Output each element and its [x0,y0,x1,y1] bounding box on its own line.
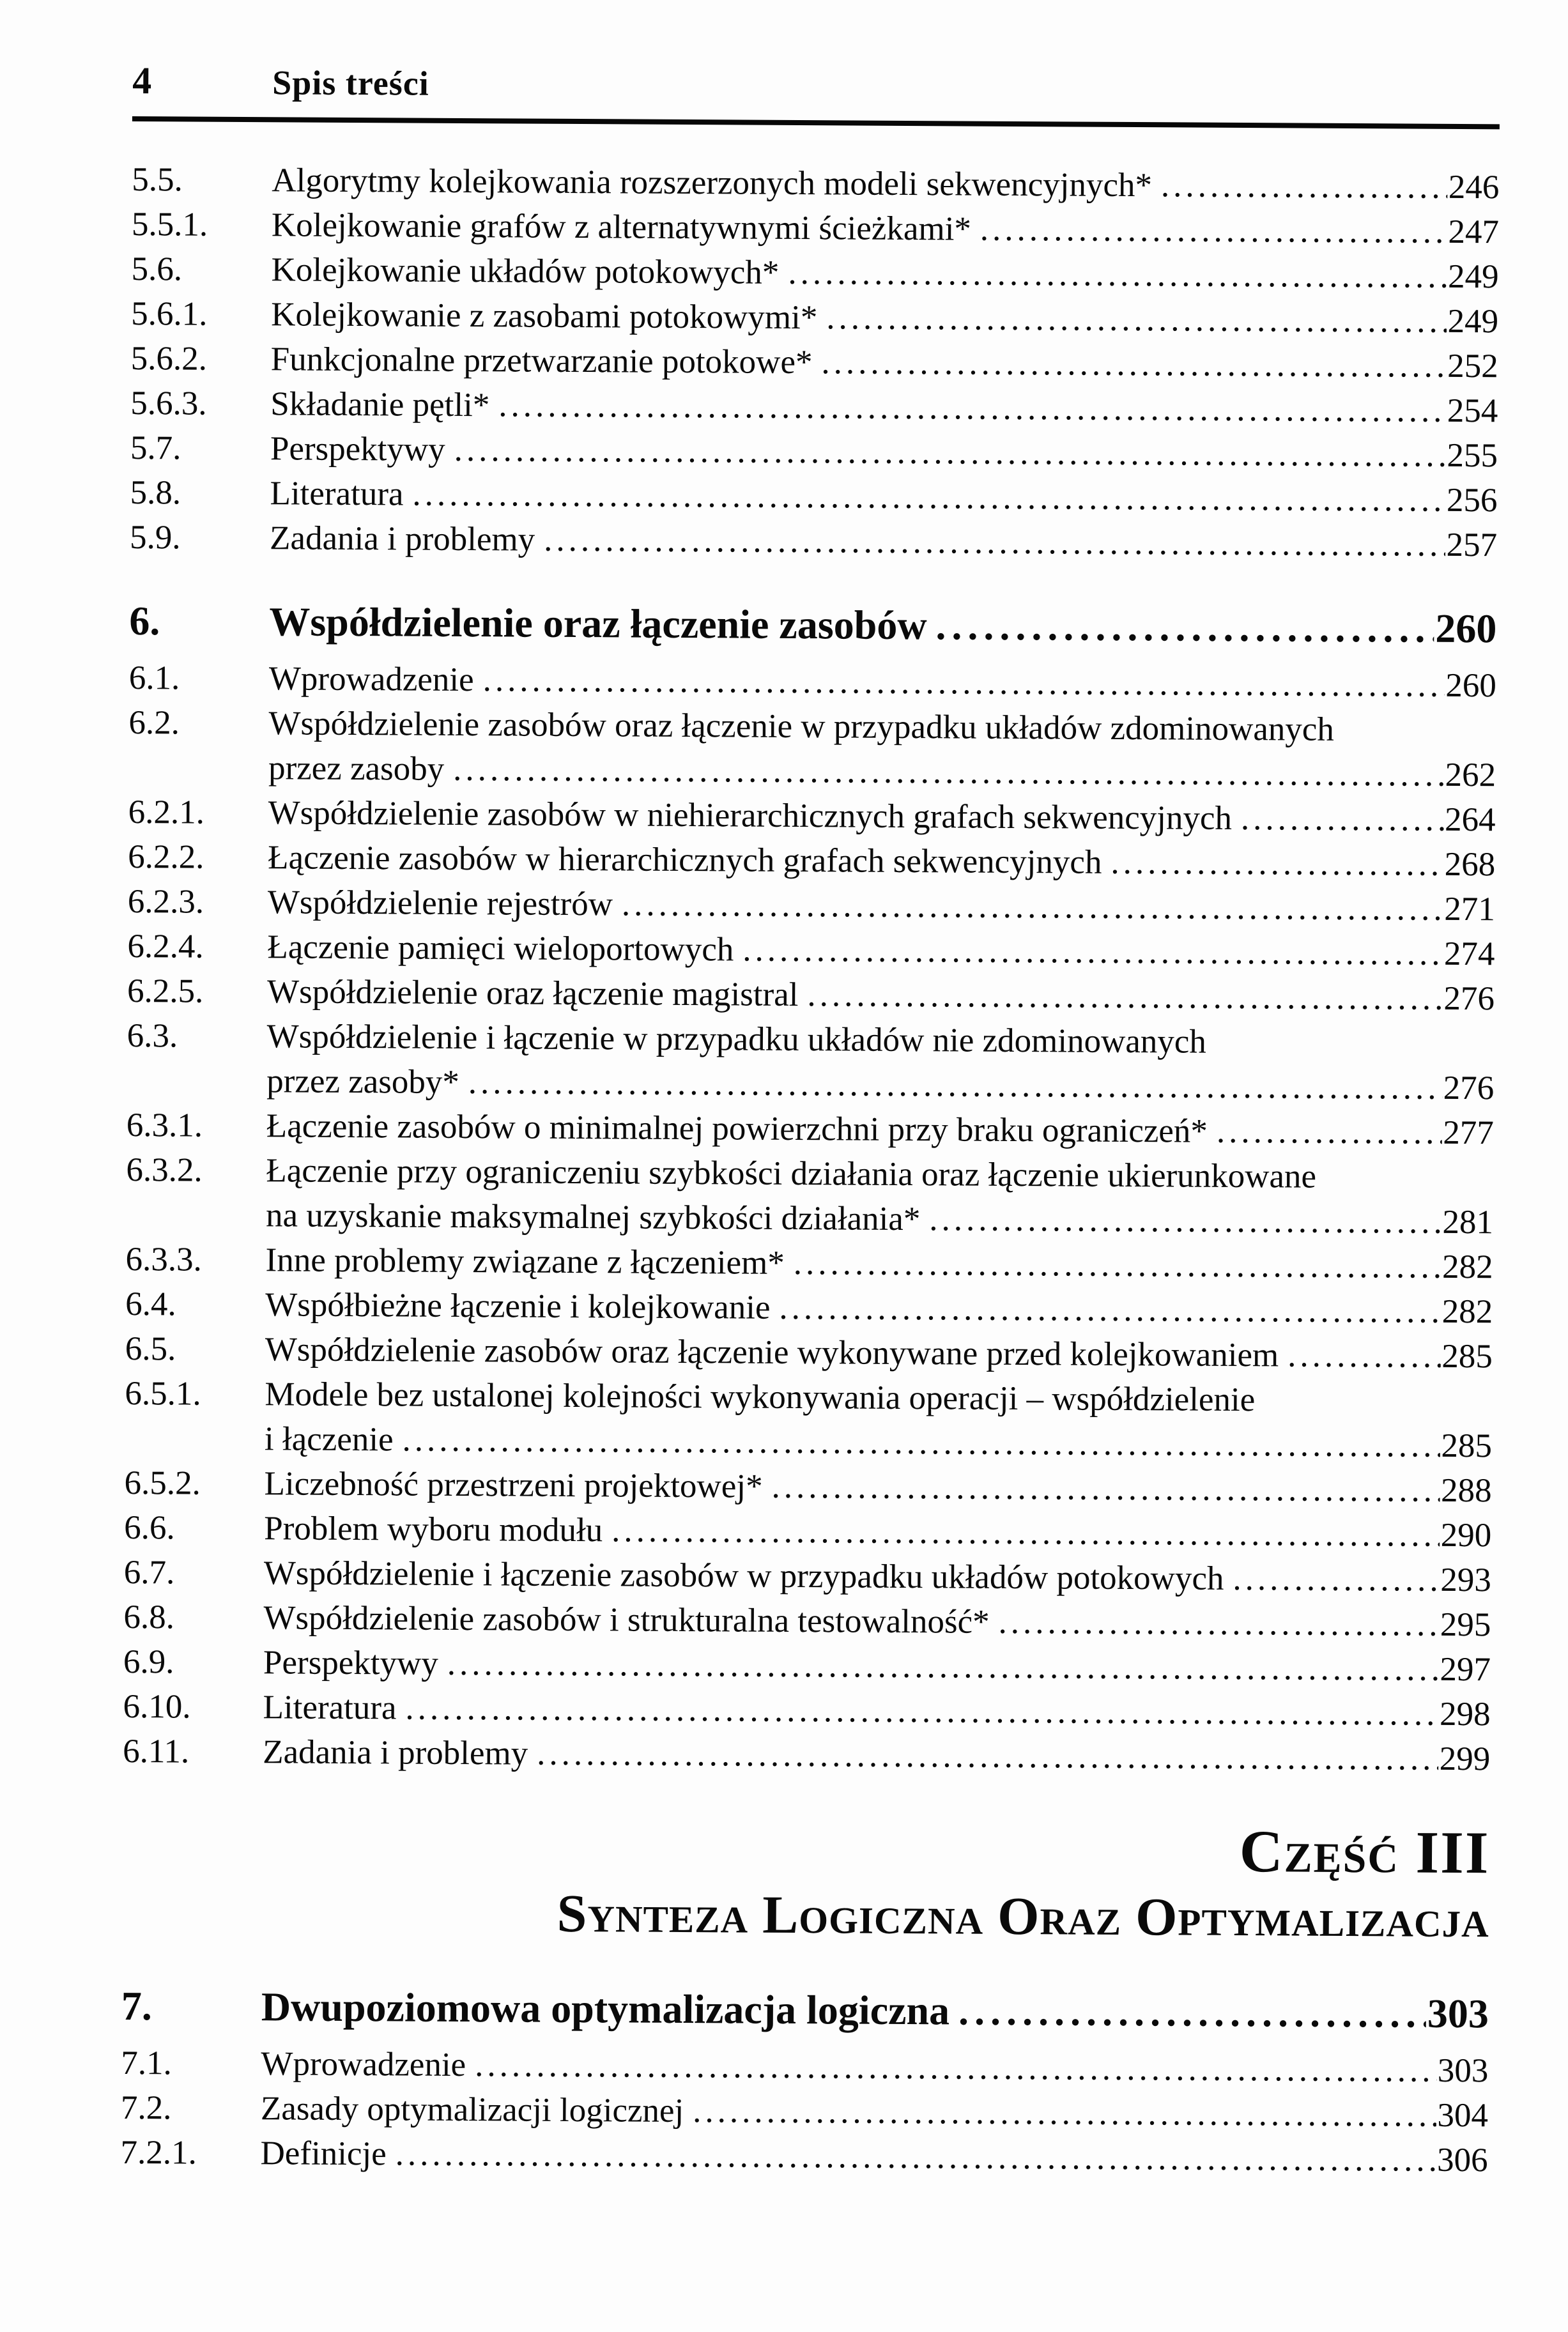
entry-title: Zasady optymalizacji logicznej [260,2090,684,2130]
toc-entry [132,202,1499,254]
toc-entry [131,247,1498,299]
toc-entry [126,1147,1494,1245]
entry-page-number: 271 [1444,890,1496,928]
entry-title: Liczebność przestrzeni projektowej* [264,1465,763,1505]
entry-page-number: 303 [1437,2052,1489,2090]
dot-leader [498,383,1446,433]
entry-title-line [263,1685,1490,1737]
entry-body [268,835,1495,887]
header-title: Spis treści [272,63,429,103]
entry-body [264,1506,1491,1558]
dot-leader [412,472,1445,523]
entry-title-line [266,1103,1494,1155]
part-title: Synteza Logiczna Oraz Optymalizacja [557,1883,1490,1949]
entry-page-number: 260 [1435,605,1497,652]
entry-title-line [265,1282,1493,1334]
entry-page-number: 277 [1443,1114,1494,1152]
entry-number: 6.2.4. [127,927,204,965]
dot-leader [396,2131,1436,2182]
entry-page-number: 276 [1443,979,1495,1018]
entry-title-line: Współdzielenie i łączenie w przypadku układów nie zdominowanych [266,1018,1207,1061]
toc-entry [130,470,1497,523]
entry-number: 6.8. [123,1598,175,1636]
entry-number: 6.6. [124,1508,175,1547]
entry-title: Kolejkowanie układów potokowych* [271,251,780,291]
entry-body [272,203,1499,254]
entry-title: i łączenie [264,1420,394,1459]
entry-title-line [260,2131,1487,2182]
entry-title-line [268,880,1495,932]
entry-title: przez zasoby [268,749,445,788]
entry-title: Problem wyboru modułu [264,1510,603,1549]
toc-entry [123,1595,1491,1647]
toc-chapter-entry [129,594,1496,656]
entry-page-number: 288 [1440,1471,1492,1510]
entry-title-line [264,1551,1491,1602]
entry-number: 6.2.2. [128,838,204,876]
dot-leader [622,882,1443,931]
entry-title: Definicje [260,2135,387,2173]
entry-number: 6.2. [128,703,180,742]
entry-body [263,1685,1490,1737]
toc-entry [123,1729,1490,1781]
toc-entry [121,2085,1488,2138]
entry-page-number: 252 [1447,347,1498,385]
dot-leader [611,1508,1440,1557]
entry-page-number: 264 [1444,801,1496,839]
dot-leader [807,972,1442,1021]
entry-number: 6.3.2. [126,1151,203,1189]
entry-body [270,516,1497,567]
entry-title-line [270,426,1498,478]
entry-number: 6.1. [128,659,180,697]
entry-title: Wprowadzenie [268,660,474,699]
entry-title-line [266,1059,1494,1110]
toc-entry [123,1639,1491,1692]
entry-title: Współdzielenie zasobów oraz łączenie wykonywane przed kolejkowaniem [265,1331,1279,1374]
entry-body [266,1014,1495,1110]
entry-number: 7.2. [120,2089,172,2127]
entry-page-number: 255 [1447,436,1498,475]
entry-number: 5.5.1. [131,205,208,243]
entry-title: Składanie pętli* [270,385,490,424]
entry-number: 6.2.5. [127,972,204,1010]
dot-leader [1287,1333,1440,1378]
dot-leader [826,295,1447,344]
entry-page-number: 268 [1444,845,1496,884]
entry-title: Perspektywy [263,1644,438,1682]
dot-leader [1161,163,1447,210]
entry-title-line [266,1193,1493,1245]
entry-number: 7. [121,1983,153,2029]
toc-entry [128,879,1495,932]
toc-entry [127,1103,1494,1155]
dot-leader [475,2043,1436,2093]
entry-number: 5.6.2. [130,339,208,378]
dot-leader [693,2089,1436,2138]
entry-body [261,1980,1489,2041]
entry-number: 6.9. [123,1643,174,1681]
entry-body [272,158,1499,210]
entry-title: Inne problemy związane z łączeniem* [265,1241,785,1282]
entry-page-number: 256 [1446,481,1498,519]
entry-title-line: Współdzielenie zasobów oraz łączenie w przypadku układów zdominowanych [268,705,1335,748]
entry-title-line [272,203,1499,254]
toc-entry [125,1371,1493,1468]
entry-number: 5.6. [131,250,183,288]
dot-leader [454,427,1446,478]
entry-title-line [270,471,1497,523]
entry-body [265,1238,1493,1289]
toc-entry [125,1282,1493,1334]
entry-page-number: 295 [1440,1606,1491,1644]
entry-title: Algorytmy kolejkowania rozszerzonych modeli sekwencyjnych* [272,162,1153,204]
entry-title-line [265,1416,1492,1468]
entry-body [263,1595,1491,1647]
dot-leader [1217,1109,1442,1155]
entry-number: 5.9. [129,518,181,556]
entry-page-number: 249 [1447,257,1499,296]
entry-title-line [269,595,1496,656]
dot-leader [1111,840,1443,887]
entry-body [265,1327,1493,1379]
entry-page-number: 285 [1441,1427,1493,1465]
dot-leader [482,657,1444,708]
entry-body [271,337,1498,388]
entry-page-number: 303 [1427,1990,1489,2037]
part-label: Część III [1239,1818,1490,1887]
toc-entry [125,1237,1493,1289]
entry-title-line [271,292,1498,344]
entry-number: 5.5. [132,160,183,199]
entry-title: Zadania i problemy [263,1733,528,1772]
entry-number: 6.3.3. [125,1240,203,1278]
entry-title-line: Łączenie przy ograniczeniu szybkości działania oraz łączenie ukierunkowane [266,1152,1317,1195]
entry-title-line [272,158,1499,210]
entry-number: 6.4. [125,1285,176,1323]
dot-leader [788,250,1447,299]
dot-leader [453,747,1444,797]
toc-entry [130,426,1498,478]
entry-title: Zadania i problemy [269,519,535,558]
dot-leader [544,518,1445,567]
toc-list [120,157,1499,2182]
entry-body [270,471,1497,523]
entry-title-line [271,247,1498,299]
entry-body [270,381,1498,433]
entry-page-number: 304 [1437,2096,1489,2135]
dot-leader [958,1984,1426,2040]
entry-body [261,2041,1488,2093]
entry-number: 5.8. [130,473,181,512]
toc-entry [131,336,1498,388]
entry-page-number: 285 [1441,1337,1493,1376]
entry-title: Literatura [263,1689,397,1727]
toc-entry [124,1461,1491,1513]
toc-entry [123,1684,1490,1737]
entry-title-line [264,1506,1491,1558]
entry-page-number: 262 [1445,756,1496,794]
entry-number: 6.11. [123,1732,190,1770]
entry-page-number: 306 [1436,2141,1488,2179]
entry-title: Wprowadzenie [261,2045,466,2084]
toc-entry [130,381,1498,433]
entry-body [264,1461,1491,1513]
dot-leader [1233,1556,1439,1602]
entry-title-line [270,381,1498,433]
entry-title: Łączenie zasobów w hierarchicznych grafach sekwencyjnych [268,839,1102,881]
entry-number: 5.6.3. [130,384,207,422]
toc-entry [132,157,1499,210]
entry-body [269,656,1496,708]
toc-chapter-entry [121,1979,1489,2041]
entry-page-number: 254 [1447,392,1498,430]
entry-title-line: Modele bez ustalonej kolejności wykonywania operacji – współdzielenie [265,1376,1256,1419]
entry-page-number: 257 [1446,526,1498,564]
dot-leader [402,1417,1440,1468]
dot-leader [447,1641,1439,1692]
entry-page-number: 281 [1442,1203,1494,1241]
dot-leader [929,1197,1441,1245]
entry-body [266,1148,1494,1245]
entry-number: 6.5.1. [125,1374,201,1413]
page-content [120,0,1500,2182]
entry-title-line [261,2086,1488,2138]
entry-number: 6.2.3. [127,882,204,921]
entry-number: 6.7. [123,1553,175,1592]
toc-entry [124,1550,1491,1602]
entry-body [267,924,1495,976]
toc-entry [127,1013,1495,1110]
entry-title-line [264,1461,1491,1513]
running-header [132,61,1500,107]
toc-entry [128,834,1495,887]
dot-leader [405,1686,1438,1737]
entry-body [260,2131,1487,2182]
entry-page-number: 276 [1443,1069,1495,1107]
entry-page-number: 298 [1439,1695,1491,1733]
dot-leader [821,340,1446,388]
dot-leader [468,1060,1442,1110]
entry-title: Łączenie pamięci wieloportowych [267,928,734,969]
dot-leader [980,207,1447,254]
entry-number: 6.3.1. [126,1106,203,1144]
entry-page-number: 274 [1443,935,1495,973]
entry-title-line [271,337,1498,388]
dot-leader [771,1464,1440,1513]
dot-leader [794,1241,1441,1289]
part-heading [121,1812,1489,1952]
dot-leader [537,1731,1438,1781]
entry-title-line [265,1238,1493,1289]
entry-page-number: 247 [1448,213,1500,251]
entry-page-number: 249 [1447,302,1499,341]
entry-title: Współdzielenie oraz łączenie zasobów [269,599,927,648]
dot-leader [779,1285,1441,1334]
toc-entry [121,2041,1488,2093]
entry-title: przez zasoby* [266,1062,460,1101]
entry-title: Dwupoziomowa optymalizacja logiczna [261,1984,950,2034]
entry-number: 6.5.2. [124,1464,201,1502]
dot-leader [935,599,1434,655]
entry-title-line [261,1980,1489,2041]
entry-title-line [263,1730,1490,1781]
entry-page-number: 293 [1440,1561,1491,1599]
entry-title: Literatura [270,475,404,513]
entry-title: Perspektywy [270,430,445,468]
entry-body [263,1640,1491,1692]
entry-title-line [261,2041,1488,2093]
entry-title-line [267,969,1495,1021]
toc-entry [128,700,1496,797]
entry-title: Współdzielenie i łączenie zasobów w przypadku układów potokowych [263,1554,1224,1597]
entry-page-number: 282 [1441,1248,1493,1286]
toc-entry [128,790,1495,842]
dot-leader [742,928,1443,976]
entry-title: Współdzielenie zasobów w niehierarchicznych grafach sekwencyjnych [268,794,1233,837]
entry-page-number: 290 [1440,1516,1492,1554]
entry-number: 5.7. [130,429,181,467]
entry-title-line [268,746,1496,797]
entry-number: 6.10. [123,1687,191,1726]
entry-title-line [268,835,1495,887]
entry-title: Kolejkowanie z zasobami potokowymi* [271,296,818,337]
entry-number: 6.3. [127,1016,178,1055]
entry-page-number: 299 [1439,1740,1491,1778]
entry-title: Łączenie zasobów o minimalnej powierzchni przy braku ograniczeń* [266,1107,1208,1150]
entry-body [266,1103,1494,1155]
entry-body [271,292,1498,344]
dot-leader [998,1600,1439,1647]
entry-title-line [263,1640,1491,1692]
entry-number: 7.2.1. [120,2133,197,2172]
entry-body [265,1282,1493,1334]
entry-body [267,969,1495,1021]
entry-title: na uzyskanie maksymalnej szybkości działania* [265,1197,921,1238]
header-rule [132,116,1500,129]
entry-page-number: 297 [1440,1650,1491,1689]
toc-entry [127,969,1495,1021]
entry-title: Współdzielenie rejestrów [267,884,613,923]
entry-body [261,2086,1488,2138]
entry-page-number: 246 [1448,168,1500,206]
entry-body [268,701,1496,797]
toc-entry [120,2130,1487,2182]
toc-entry [125,1326,1493,1379]
entry-body [268,790,1495,842]
entry-title: Współbieżne łączenie i kolejkowanie [265,1286,771,1326]
entry-title: Funkcjonalne przetwarzanie potokowe* [270,341,813,381]
entry-number: 6.2.1. [128,793,205,831]
header-page-number: 4 [132,59,152,102]
entry-body [271,247,1498,299]
entry-page-number: 282 [1441,1293,1493,1331]
entry-title-line [265,1327,1493,1379]
entry-number: 5.6.1. [131,295,208,333]
entry-title-line [270,516,1497,567]
entry-number: 6.5. [125,1330,176,1368]
entry-body [269,595,1496,656]
entry-title-line [269,656,1496,708]
entry-title-line [263,1595,1491,1647]
entry-body [264,1551,1491,1602]
entry-title: Współdzielenie zasobów i strukturalna testowalność* [263,1599,990,1641]
entry-number: 7.1. [121,2044,173,2082]
entry-body [270,426,1498,478]
entry-body [263,1730,1490,1781]
entry-body [268,880,1495,932]
entry-number: 6. [129,597,160,644]
toc-entry [130,515,1497,567]
entry-title-line [267,924,1495,976]
entry-page-number: 260 [1445,666,1497,705]
toc-entry [124,1505,1491,1558]
entry-title: Współdzielenie oraz łączenie magistral [266,973,799,1014]
toc-entry [129,656,1496,708]
entry-title-line [268,790,1495,842]
entry-title: Kolejkowanie grafów z alternatywnymi ścieżkami* [271,206,972,248]
toc-entry [127,924,1495,976]
dot-leader [1241,796,1444,842]
entry-body [265,1372,1493,1468]
toc-entry [131,291,1498,344]
